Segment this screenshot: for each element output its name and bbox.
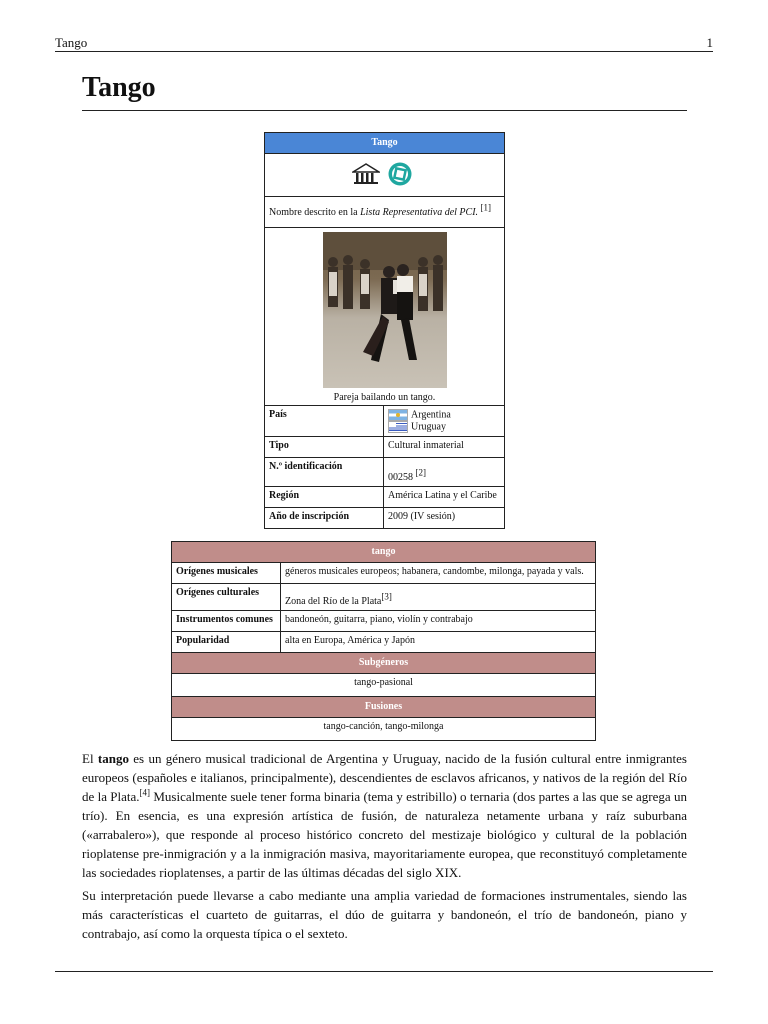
fusions-header: Fusiones [172, 697, 596, 718]
infobox-photo-cell [265, 228, 505, 406]
description-prefix: Nombre descrito en la [269, 206, 361, 218]
cultural-origins-value[interactable]: Zona del Río de la Plata [285, 596, 382, 607]
instruments-label: Instrumentos comunes [172, 611, 281, 632]
infobox-title: Tango [265, 133, 505, 154]
type-label: Tipo [265, 437, 384, 458]
country-values [384, 406, 505, 437]
reference-3[interactable]: [3] [381, 591, 392, 602]
ich-emblem-icon [387, 161, 413, 190]
tango-dancers-photo [323, 232, 447, 388]
infobox-description [265, 197, 505, 228]
page-title: Tango [82, 72, 156, 103]
p1-part-a: es un género musical tradicional de Argentina y Uruguay, nacido de la fusión cultural entre inmigrantes europeos (españoles e italianos, principalmente), descendientes de esclavos africanos, y nativos de la región del Río de la Plata. [82, 751, 687, 804]
title-divider [82, 110, 687, 111]
reference-4[interactable]: [4] [139, 787, 151, 798]
year-value: 2009 (IV sesión) [384, 508, 505, 529]
country-argentina-link[interactable]: Argentina [411, 409, 451, 421]
popularity-value: alta en Europa, América y Japón [281, 632, 596, 653]
subgenres-value[interactable]: tango-pasional [172, 674, 596, 697]
id-label: N.º identificación [265, 458, 384, 487]
country-label: País [265, 406, 384, 437]
reference-1[interactable]: [1] [480, 202, 492, 213]
unesco-icon [352, 162, 380, 189]
cultural-origins-cell [281, 584, 596, 611]
subgenres-header: Subgéneros [172, 653, 596, 674]
running-header [55, 35, 713, 52]
footer-divider [55, 971, 713, 972]
heritage-infobox [264, 132, 505, 529]
paragraph-2: Su interpretación puede llevarse a cabo mediante una amplia variedad de formaciones instrumentales, siendo las más características el cuarteto de guitarras, el dúo de guitarra y bandoneón, el trío de bandoneón, piano y contrabajo, así como la orquesta típica o el sexteto. [82, 888, 687, 941]
p1-part-b: Musicalmente suele tener forma binaria (tema y estribillo) o ternaria (dos partes a las que se agrega un trío). En esencia, es una expresión artística de fusión, de naturaleza netamente urbana y raíz suburbana («arrabalero»), que responde al proceso histórico concreto del mestizaje biológico y cultural de la población rioplatense pre-inmigración y a la inmigración masiva, mayoritariamente europea, que reconstituyó completamente las sociedades rioplatenses, a partir de las últimas décadas del siglo XIX. [82, 789, 687, 880]
representative-list-link[interactable]: Lista Representativa del PCI. [360, 206, 479, 218]
id-value-cell [384, 458, 505, 487]
uruguay-flag-icon [388, 421, 408, 433]
music-genre-infobox [171, 541, 596, 741]
fusions-value[interactable]: tango-canción, tango-milonga [172, 718, 596, 741]
paragraph-1 [82, 749, 687, 882]
country-uruguay-link[interactable]: Uruguay [411, 421, 446, 433]
region-value[interactable]: América Latina y el Caribe [384, 487, 505, 508]
infobox-logos [265, 154, 505, 197]
instruments-value: bandoneón, guitarra, piano, violín y contrabajo [281, 611, 596, 632]
musical-origins-label: Orígenes musicales [172, 563, 281, 584]
musical-origins-value: géneros musicales europeos; habanera, candombe, milonga, payada y vals. [281, 563, 596, 584]
reference-2[interactable]: [2] [415, 467, 426, 478]
running-header-title: Tango [55, 35, 88, 50]
type-value: Cultural inmaterial [384, 437, 505, 458]
popularity-label: Popularidad [172, 632, 281, 653]
article-body [82, 749, 687, 947]
id-value: 00258 [388, 472, 413, 483]
year-label: Año de inscripción [265, 508, 384, 529]
p1-prefix: El [82, 751, 98, 766]
term-tango: tango [97, 751, 129, 766]
argentina-flag-icon [388, 409, 408, 421]
region-label: Región [265, 487, 384, 508]
page-number: 1 [706, 35, 713, 50]
genre-title: tango [172, 542, 596, 563]
cultural-origins-label: Orígenes culturales [172, 584, 281, 611]
photo-caption: Pareja bailando un tango. [333, 392, 436, 403]
